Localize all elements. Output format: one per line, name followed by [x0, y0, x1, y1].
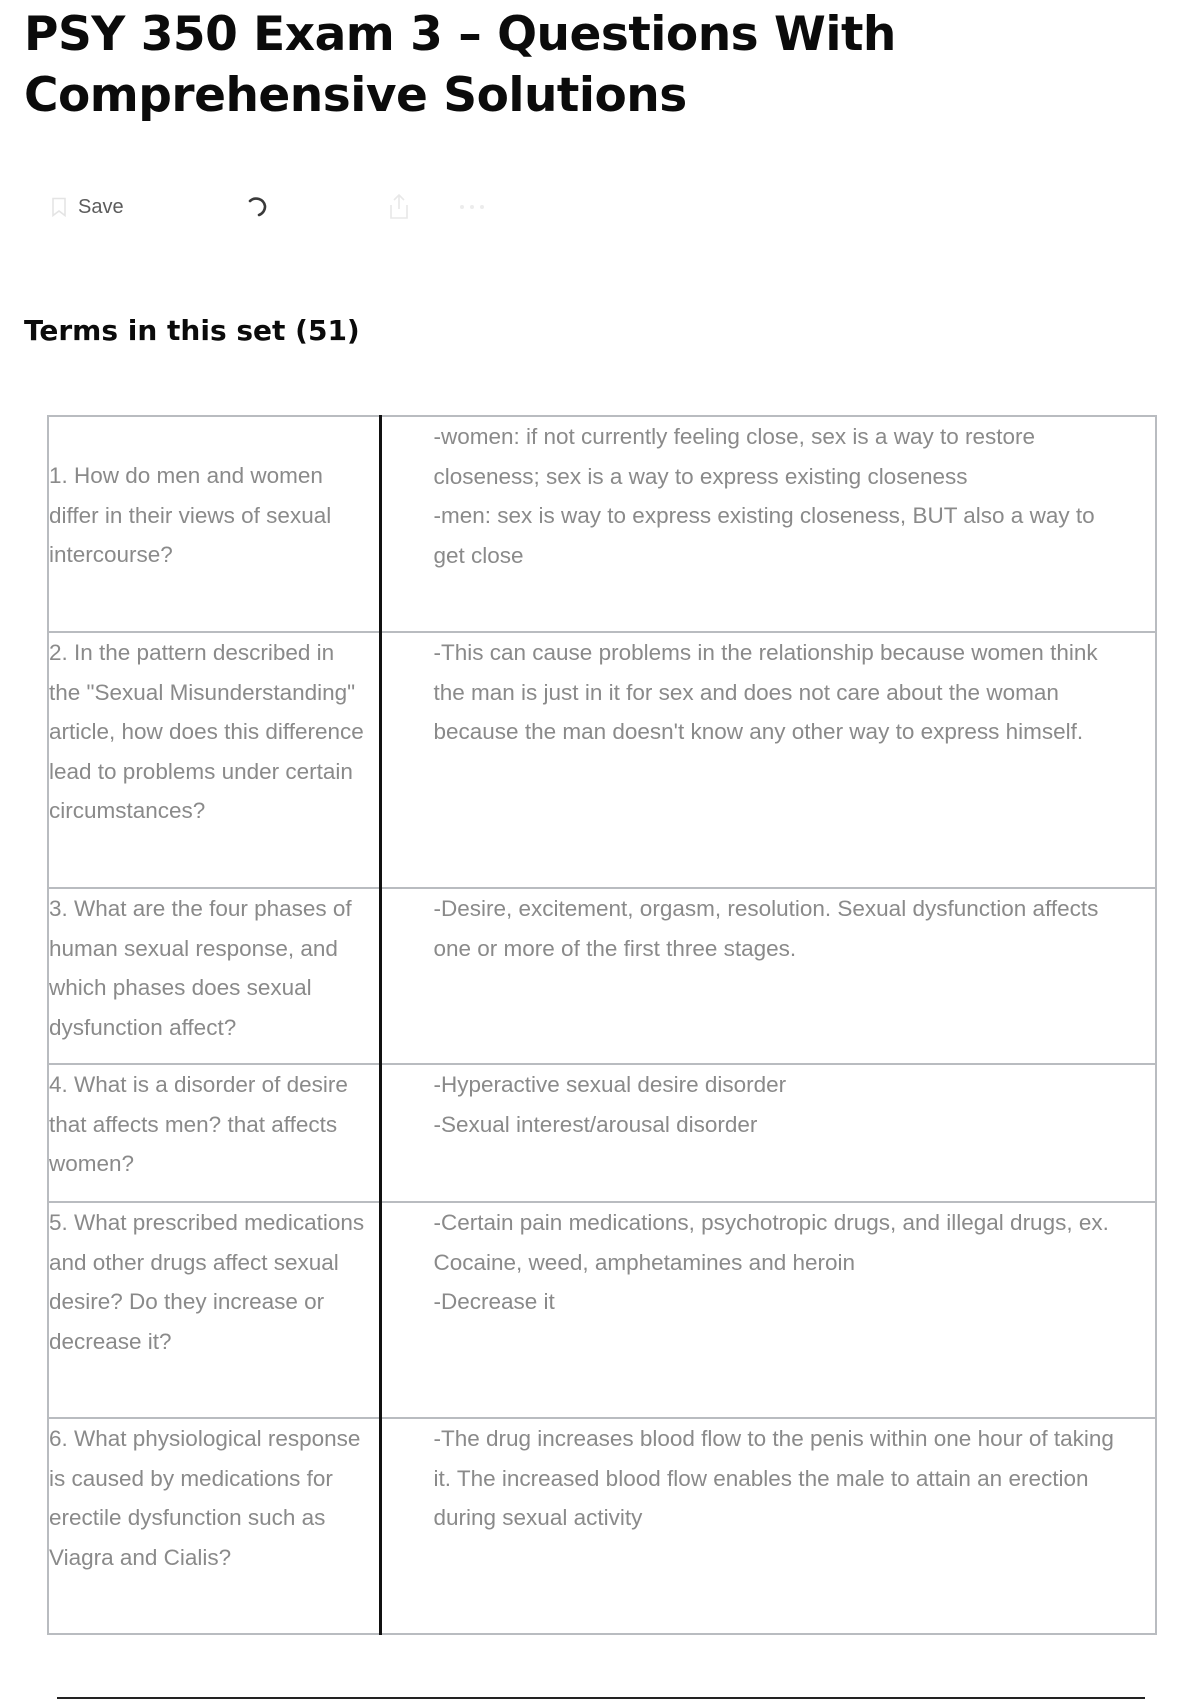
term-text: 5. What prescribed medications and other drugs affect sexual desire? Do they increase or decrease it?: [49, 1210, 365, 1354]
term-cell: [48, 888, 380, 1064]
definition-text: -This can cause problems in the relationship because women think the man is just in it for sex and does not care about the woman because the man doesn't know any other way to express himself.: [433, 640, 1098, 744]
terms-heading: Terms in this set (51): [24, 314, 360, 347]
table-row: [48, 1418, 1156, 1634]
definition-text: -The drug increases blood flow to the penis within one hour of taking it. The increased blood flow enables the male to attain an erection during sexual activity: [433, 1426, 1114, 1530]
table-row: [48, 632, 1156, 888]
term-text: 1. How do men and women differ in their views of sexual intercourse?: [49, 463, 332, 567]
definition-cell: [380, 888, 1156, 1064]
save-label: Save: [78, 195, 124, 218]
term-text: 3. What are the four phases of human sexual response, and which phases does sexual dysfunction affect?: [49, 896, 352, 1040]
table-row: [48, 1064, 1156, 1202]
definition-cell: [380, 1064, 1156, 1202]
bookmark-icon: [50, 197, 68, 217]
definition-text: -Hyperactive sexual desire disorder -Sexual interest/arousal disorder: [433, 1072, 787, 1137]
table-row: [48, 1202, 1156, 1418]
term-cell: [48, 416, 380, 632]
share-icon: [388, 193, 410, 221]
save-button[interactable]: [50, 186, 124, 228]
term-text: 6. What physiological response is caused by medications for erectile dysfunction such as Viagra and Cialis?: [49, 1426, 361, 1570]
term-cell: [48, 1064, 380, 1202]
definition-text: -Certain pain medications, psychotropic drugs, and illegal drugs, ex. Cocaine, weed, amphetamines and heroin -Decrease it: [433, 1210, 1109, 1314]
term-cell: [48, 632, 380, 888]
more-options-icon: [457, 203, 487, 211]
definition-text: -Desire, excitement, orgasm, resolution. Sexual dysfunction affects one or more of the first three stages.: [433, 896, 1099, 961]
table-row: [48, 416, 1156, 632]
definition-text: -women: if not currently feeling close, sex is a way to restore closeness; sex is a way to express existing closeness -men: sex is way to express existing closeness, BUT also a way to get close: [433, 424, 1095, 568]
page-divider: [57, 1697, 1145, 1699]
term-text: 4. What is a disorder of desire that affects men? that affects women?: [49, 1072, 348, 1176]
share-button[interactable]: [384, 186, 414, 228]
term-text: 2. In the pattern described in the "Sexual Misunderstanding" article, how does this difference lead to problems under certain circumstances?: [49, 640, 364, 823]
table-row: [48, 888, 1156, 1064]
set-toolbar: [24, 186, 524, 228]
definition-cell: [380, 1418, 1156, 1634]
page-title: PSY 350 Exam 3 – Questions With Comprehensive Solutions: [24, 7, 896, 123]
more-options-button[interactable]: [454, 186, 490, 228]
terms-table: [47, 415, 1157, 1635]
definition-cell: [380, 416, 1156, 632]
term-cell: [48, 1418, 380, 1634]
definition-cell: [380, 1202, 1156, 1418]
loading-spinner-icon: [242, 186, 274, 228]
definition-cell: [380, 632, 1156, 888]
term-cell: [48, 1202, 380, 1418]
